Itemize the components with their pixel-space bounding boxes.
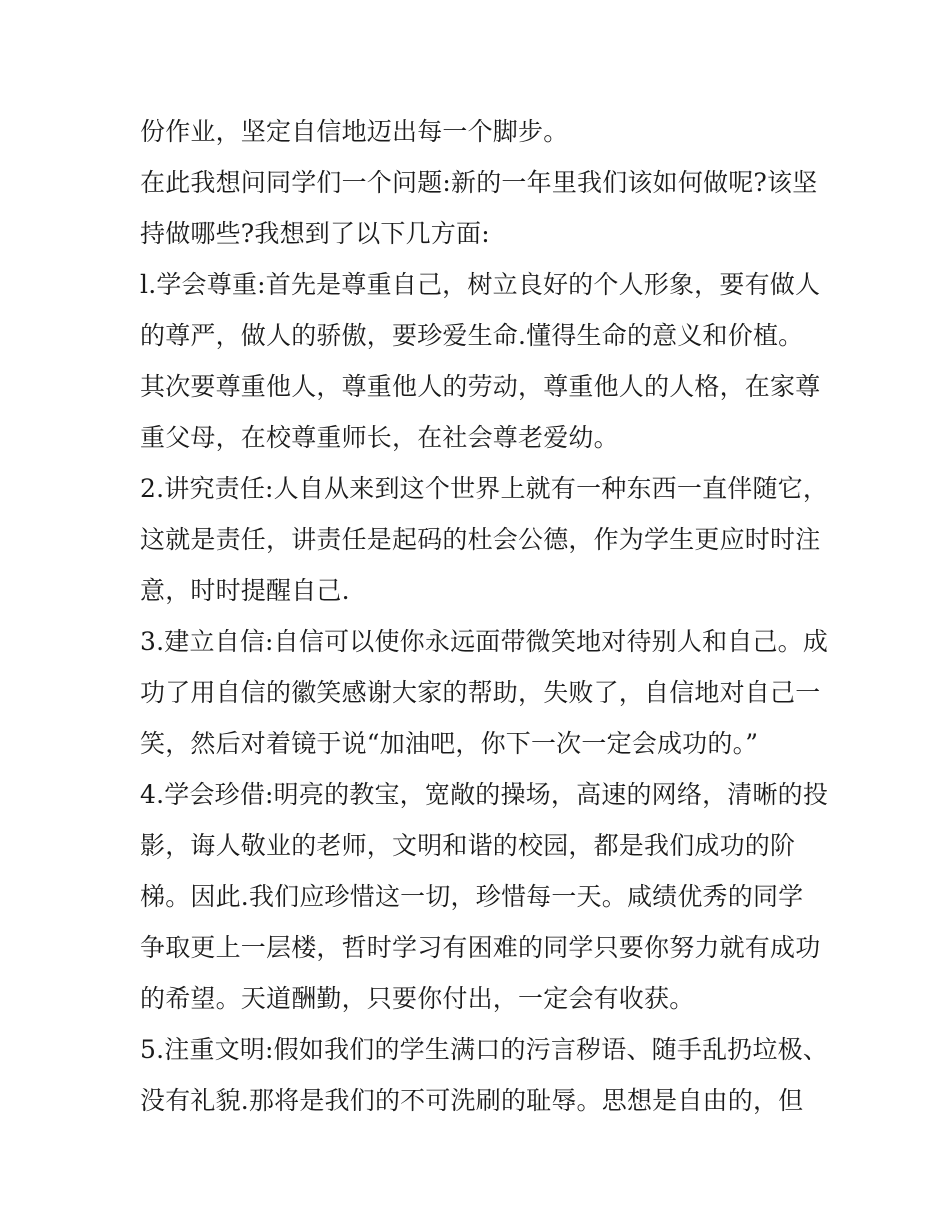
text-line: 影，诲人敬业的老师，文明和谐的校园，都是我们成功的阶 bbox=[140, 831, 796, 860]
text-line: 梯。因此.我们应珍惜这一切，珍惜每一天。咸绩优秀的同学 bbox=[140, 882, 804, 911]
text-line: 3.建立自信:自信可以使你永远面带微笑地对待别人和自己。成 bbox=[140, 627, 829, 656]
text-line: 功了用自信的徽笑感谢大家的帮助，失败了，自信地对自己一 bbox=[140, 678, 821, 707]
text-line: 份作业，坚定自信地迈出每一个脚步。 bbox=[140, 117, 569, 146]
text-line: 的尊严，做人的骄傲，要珍爱生命.懂得生命的意义和价植。 bbox=[140, 321, 804, 350]
text-line: 没有礼貌.那将是我们的不可洗刷的耻辱。思想是自由的，但 bbox=[140, 1086, 804, 1115]
text-line: 重父母，在校尊重师长，在社会尊老爱幼。 bbox=[140, 423, 619, 452]
text-line: 争取更上一层楼，哲时学习有困难的同学只要你努力就有成功 bbox=[140, 933, 821, 962]
text-line: 的希望。天道酬勤，只要你付出，一定会有收获。 bbox=[140, 984, 695, 1013]
text-line: 4.学会珍借:明亮的教宝，宽敞的操场，高速的网络，清晰的投 bbox=[140, 780, 829, 809]
text-line: 其次要尊重他人，尊重他人的劳动，尊重他人的人格，在家尊 bbox=[140, 372, 821, 401]
text-line: l.学会尊重:首先是尊重自己，树立良好的个人形象，要有做人 bbox=[140, 270, 821, 299]
document-page bbox=[140, 106, 829, 1126]
text-line: 这就是责任，讲责任是起码的杜会公德，作为学生更应时时注 bbox=[140, 525, 821, 554]
text-line: 持做哪些?我想到了以下几方面: bbox=[140, 219, 490, 248]
text-line: 5.注重文明:假如我们的学生满口的污言秽语、随手乱扔垃极、 bbox=[140, 1035, 829, 1064]
text-line: 意，时时提醒自己. bbox=[140, 576, 350, 605]
text-line: 2.讲究责任:人自从来到这个世界上就有一种东西一直伴随它， bbox=[140, 474, 829, 503]
text-line: 在此我想问同学们一个问题:新的一年里我们该如何做呢?该坚 bbox=[140, 168, 818, 197]
text-line: 笑，然后对着镜于说“加油吧，你下一次一定会成功的。” bbox=[140, 729, 759, 758]
